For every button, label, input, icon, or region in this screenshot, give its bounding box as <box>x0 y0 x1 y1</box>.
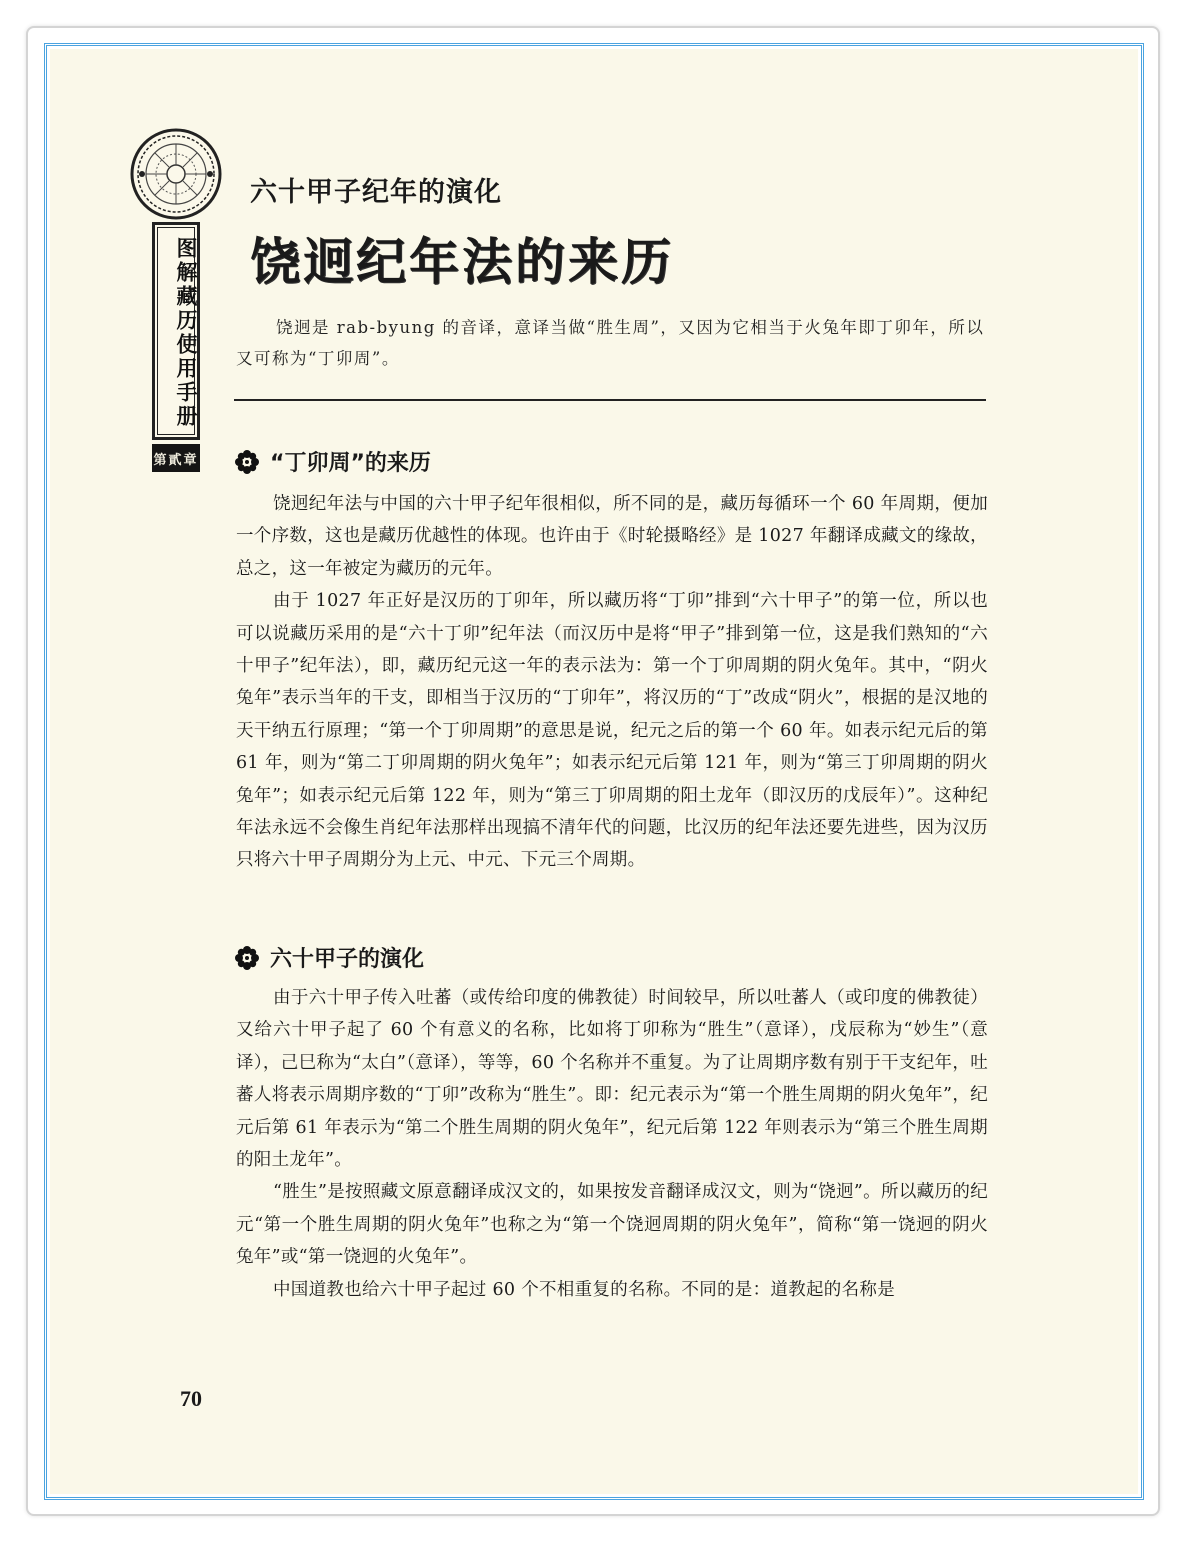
page-number: 70 <box>180 1386 202 1411</box>
body-paragraph: 中国道教也给六十甲子起过 60 个不相重复的名称。不同的是：道教起的名称是 <box>273 1279 895 1300</box>
section-kicker: 六十甲子纪年的演化 <box>250 177 502 208</box>
section-heading-text: 六十甲子的演化 <box>270 947 425 972</box>
body-paragraph: 饶迥纪年法与中国的六十甲子纪年很相似，所不同的是，藏历每循环一个 60 年周期，便加一个序数，这也是藏历优越性的体现。也许由于《时轮摄略经》是 1027 年翻译成藏文的缘故，总之，这一年被定为藏历的元年。 <box>236 494 988 579</box>
body-paragraph: “胜生”是按照藏文原意翻译成汉文的，如果按发音翻译成汉文，则为“饶迥”。所以藏历的纪元“第一个胜生周期的阴火兔年”也称之为“第一个饶迥周期的阴火兔年”，简称“第一饶迥的阴火兔年”或“第一饶迥的火兔年”。 <box>236 1182 988 1268</box>
section-heading-text: “丁卯周”的来历 <box>270 451 431 476</box>
body-paragraph: 由于 1027 年正好是汉历的丁卯年，所以藏历将“丁卯”排到“六十甲子”的第一位，所以也可以说藏历采用的是“六十丁卯”纪年法（而汉历中是将“甲子”排到第一位，这是我们熟知的“六十甲子”纪年法），即，藏历纪元这一年的表示法为：第一个丁卯周期的阴火兔年。其中，“阴火兔年”表示当年的干支，即相当于汉历的“丁卯年”，将汉历的“丁”改成“阴火”，根据的是汉地的天干纳五行原理；“第一个丁卯周期”的意思是说，纪元之后的第一个 60 年。如表示纪元后的第 61 年，则为“第二丁卯周期的阴火兔年”；如表示纪元后第 121 年，则为“第三丁卯周期的阴火兔年”；如表示纪元后第 122 年，则为“第三丁卯周期的阳土龙年（即汉历的戊辰年）”。这种纪年法永远不会像生肖纪年法那样出现搞不清年代的问题，比汉历的纪年法还要先进些，因为汉历只将六十甲子周期分为上元、中元、下元三个周期。 <box>236 591 988 871</box>
section-heading-2 <box>234 942 424 973</box>
chapter-tag: 第貳章 <box>152 444 200 472</box>
section-2-body <box>236 982 988 1306</box>
divider-rule <box>234 399 986 401</box>
body-paragraph: 由于六十甲子传入吐蕃（或传给印度的佛教徒）时间较早，所以吐蕃人（或印度的佛教徒）又给六十甲子起了 60 个有意义的名称，比如将丁卯称为“胜生”（意译），戊辰称为“妙生”（意译），己巳称为“太白”（意译），等等，60 个名称并不重复。为了让周期序数有别于干支纪年，吐蕃人将表示周期序数的“丁卯”改称为“胜生”。即：纪元表示为“第一个胜生周期的阴火兔年”，纪元后第 61 年表示为“第二个胜生周期的阴火兔年”，纪元后第 122 年则表示为“第三个胜生周期的阳土龙年”。 <box>236 988 988 1171</box>
book-title: 图解藏历使用手册 <box>174 237 199 429</box>
section-1-body <box>236 488 988 877</box>
intro-paragraph: 饶迥是 rab-byung 的音译，意译当做“胜生周”，又因为它相当于火兔年即丁卯年，所以又可称为“丁卯周”。 <box>236 318 985 368</box>
flower-bullet-icon <box>234 945 260 971</box>
flower-bullet-icon <box>234 449 260 475</box>
book-title-spine <box>152 222 200 440</box>
page-title: 饶迥纪年法的来历 <box>250 233 674 291</box>
wheel-emblem-icon <box>128 126 224 222</box>
section-heading-1 <box>234 446 431 477</box>
